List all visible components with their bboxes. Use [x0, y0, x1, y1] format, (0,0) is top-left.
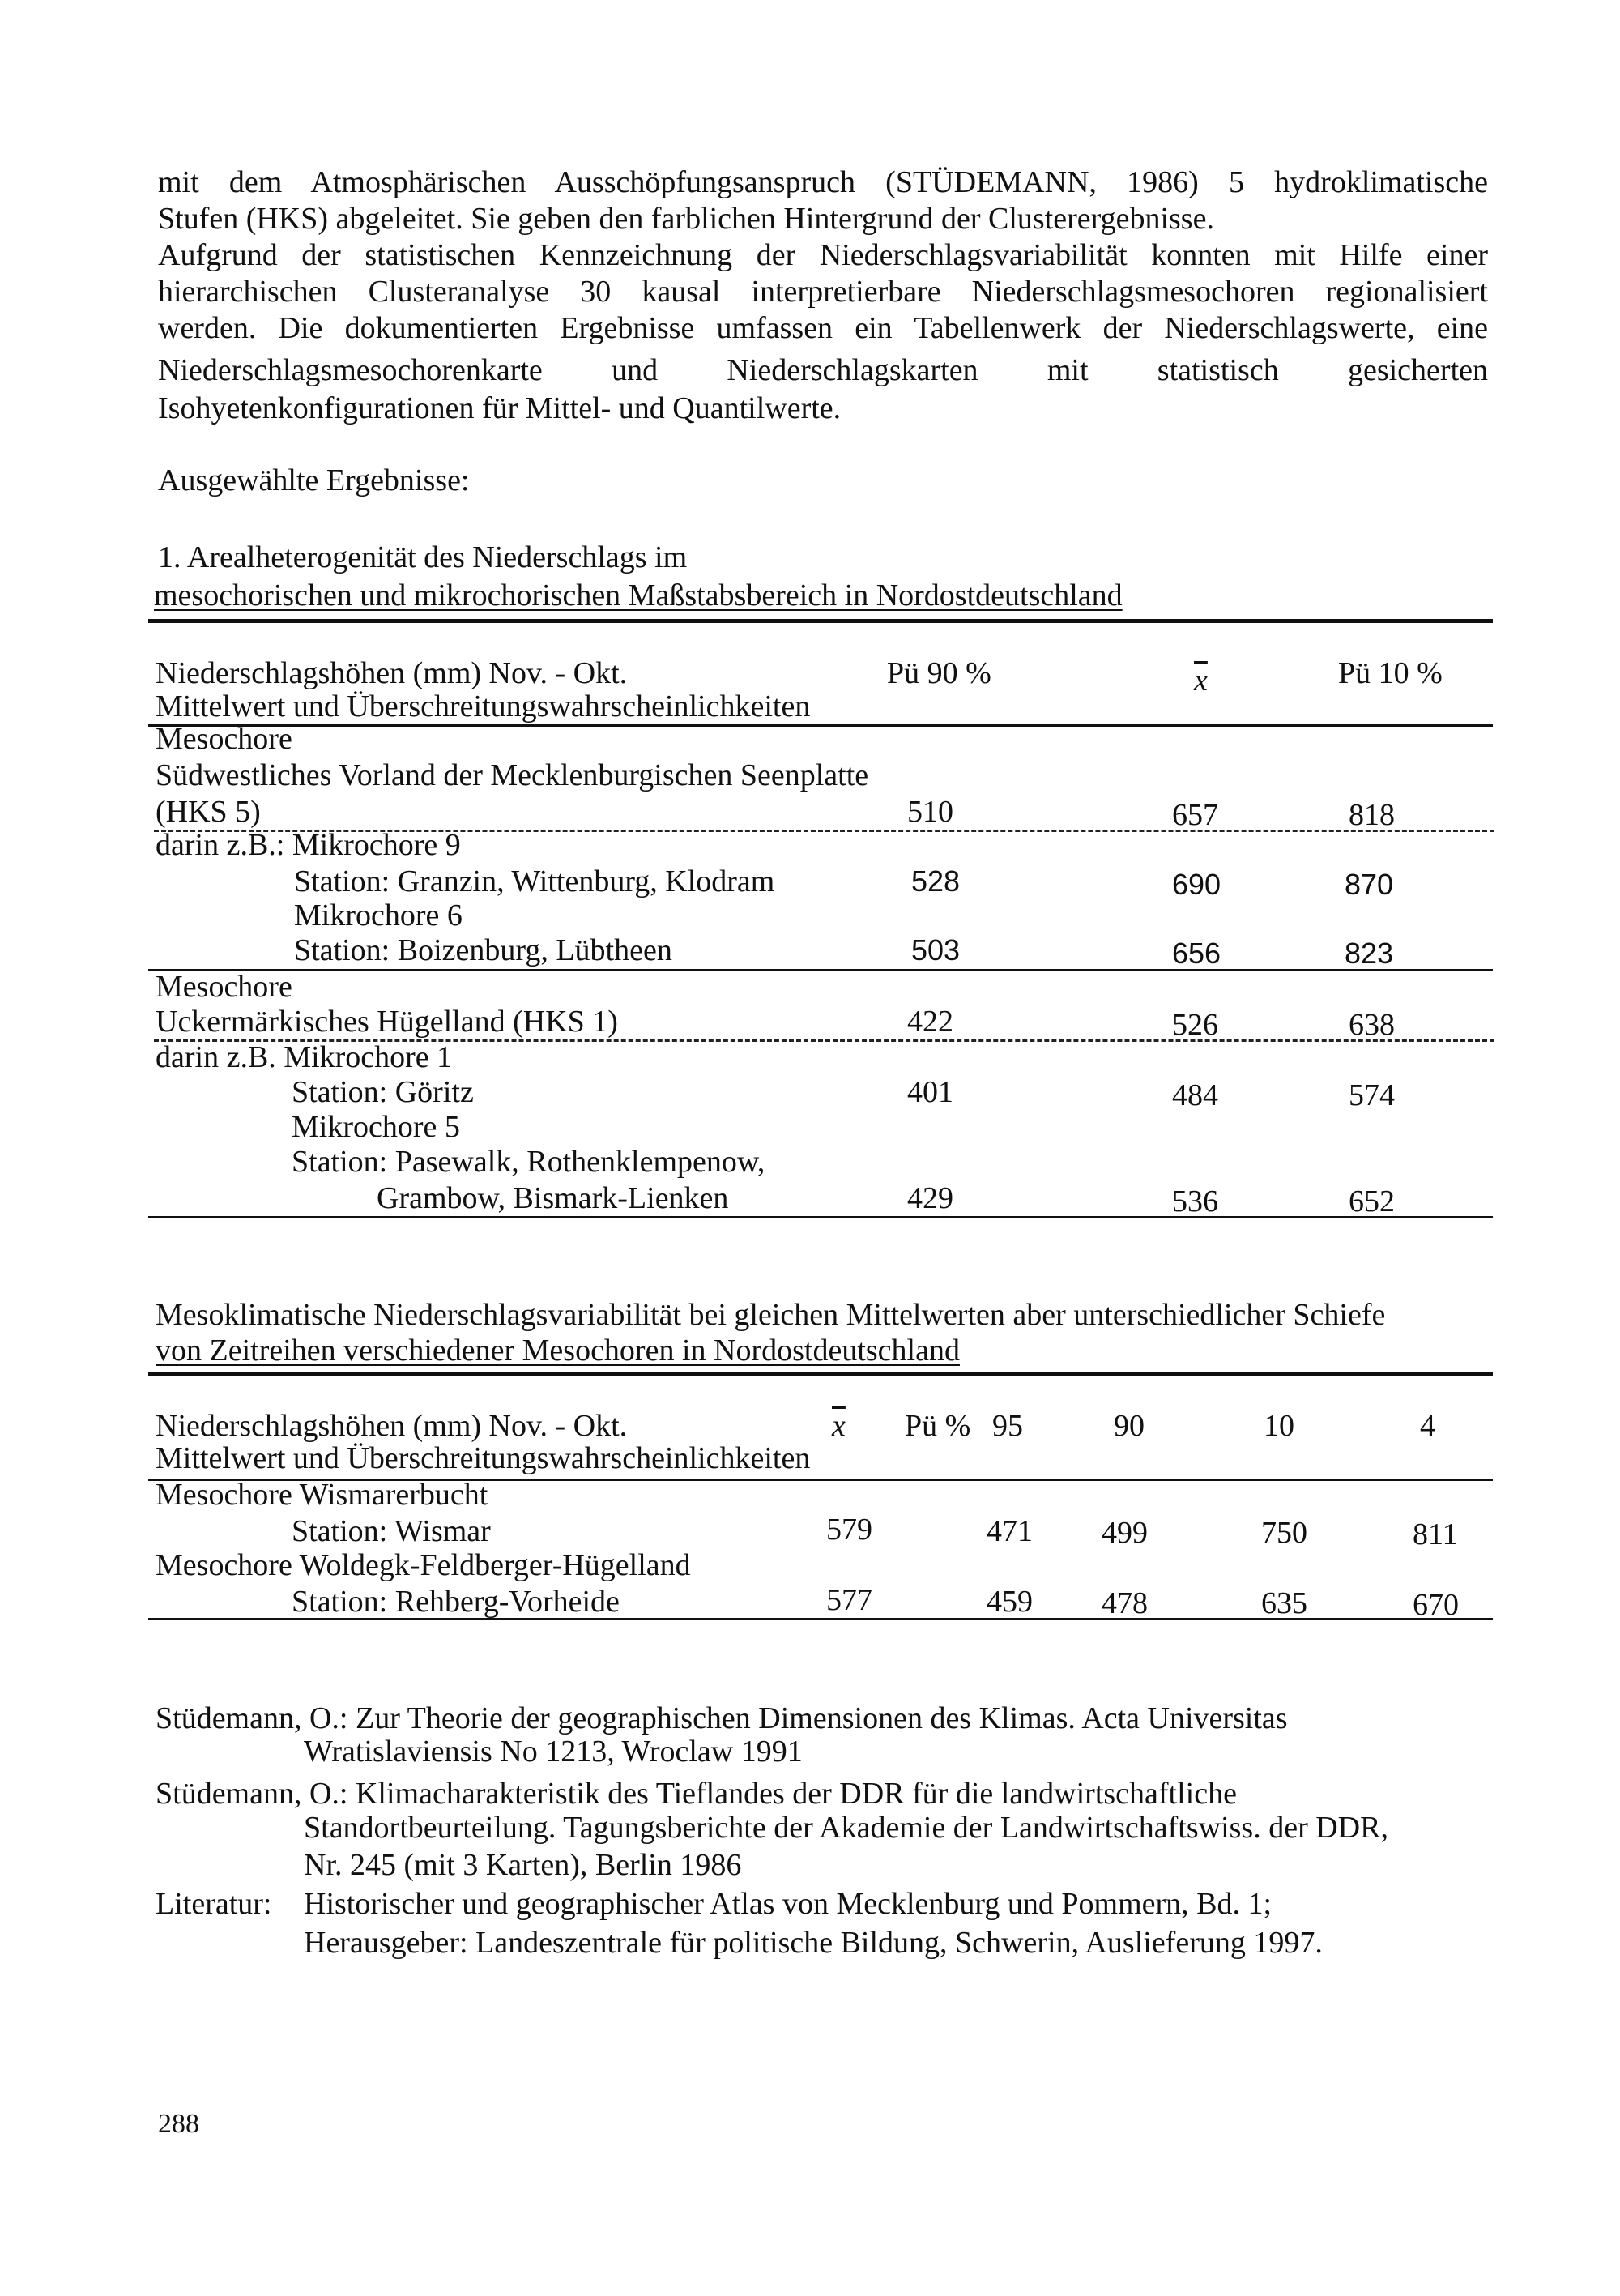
cell: 690: [1172, 868, 1221, 901]
cell: 401: [907, 1075, 953, 1109]
reference: Wratislaviensis No 1213, Wroclaw 1991: [304, 1735, 803, 1769]
col-header: 95: [992, 1409, 1023, 1443]
cell: 635: [1261, 1586, 1307, 1620]
cell: 670: [1413, 1588, 1459, 1622]
row-label: Station: Granzin, Wittenburg, Klodram: [294, 864, 775, 898]
row-label: Grambow, Bismark-Lienken: [377, 1181, 729, 1215]
row-label: Mesochore Woldegk-Feldberger-Hügelland: [156, 1548, 691, 1582]
cell: 459: [987, 1585, 1033, 1619]
table1-header: Mittelwert und Überschreitungswahrscheinlichkeiten: [156, 689, 811, 723]
reference: Herausgeber: Landeszentrale für politische Bildung, Schwerin, Auslieferung 1997.: [304, 1926, 1323, 1960]
table2-top-rule: [148, 1372, 1493, 1376]
row-label: Station: Pasewalk, Rothenklempenow,: [292, 1145, 765, 1179]
row-label: Station: Rehberg-Vorheide: [292, 1585, 620, 1619]
table2-title: Mesoklimatische Niederschlagsvariabilität bei gleichen Mittelwerten aber unterschiedlicher Schiefe: [156, 1298, 1386, 1332]
section-heading: Ausgewählte Ergebnisse:: [158, 463, 470, 497]
reference: Nr. 245 (mit 3 Karten), Berlin 1986: [304, 1848, 742, 1882]
reference-label: Literatur:: [156, 1887, 272, 1921]
page-number: 288: [158, 2109, 199, 2139]
table1-group-rule: [148, 969, 1493, 971]
row-label: darin z.B.: Mikrochore 9: [156, 828, 461, 862]
row-label: Mesochore: [156, 970, 292, 1004]
row-label: Station: Wismar: [292, 1514, 491, 1548]
col-header: 4: [1420, 1409, 1435, 1443]
cell: 429: [907, 1181, 953, 1215]
reference: Stüdemann, O.: Zur Theorie der geographischen Dimensionen des Klimas. Acta Universitas: [156, 1701, 1288, 1735]
intro-line: Aufgrund der statistischen Kennzeichnung der Niederschlagsvariabilität konnten mit Hilfe einer: [158, 238, 1488, 272]
table1-title: mesochorischen und mikrochorischen Maßstabsbereich in Nordostdeutschland: [154, 578, 1123, 612]
intro-line: hierarchischen Clusteranalyse 30 kausal interpretierbare Niederschlagsmesochoren regionalisiert: [158, 275, 1488, 309]
reference: Historischer und geographischer Atlas von Mecklenburg und Pommern, Bd. 1;: [304, 1887, 1273, 1921]
cell: 818: [1349, 798, 1395, 832]
table2-header: Niederschlagshöhen (mm) Nov. - Okt.: [156, 1409, 628, 1443]
cell: 471: [987, 1514, 1033, 1548]
intro-line: werden. Die dokumentierten Ergebnisse umfassen ein Tabellenwerk der Niederschlagswerte, eine: [158, 311, 1488, 345]
cell: 422: [907, 1005, 953, 1039]
intro-line: Stufen (HKS) abgeleitet. Sie geben den farblichen Hintergrund der Clusterergebnisse.: [158, 202, 1214, 236]
cell: 638: [1349, 1008, 1395, 1042]
cell: 870: [1345, 868, 1394, 901]
cell: 499: [1102, 1516, 1148, 1550]
col-header: 10: [1264, 1409, 1294, 1443]
cell: 579: [826, 1513, 872, 1547]
cell: 478: [1102, 1586, 1148, 1620]
cell: 526: [1172, 1008, 1218, 1042]
cell: 750: [1261, 1516, 1307, 1550]
cell: 528: [911, 864, 961, 898]
table1-top-rule: [148, 619, 1493, 623]
cell: 652: [1349, 1184, 1395, 1218]
row-label: darin z.B. Mikrochore 1: [156, 1040, 453, 1074]
reference: Stüdemann, O.: Klimacharakteristik des Tieflandes der DDR für die landwirtschaftliche: [156, 1777, 1237, 1811]
col-header: 90: [1114, 1409, 1145, 1443]
col-header-mean: $\overline{x}$: [832, 1409, 846, 1443]
table2-bottom-rule: [148, 1618, 1493, 1620]
cell: 577: [826, 1583, 872, 1617]
row-label: Station: Göritz: [292, 1075, 474, 1109]
row-label: Mikrochore 5: [292, 1110, 460, 1144]
table1-header-rule: [148, 724, 1493, 727]
col-header: Pü 90 %: [887, 656, 991, 690]
row-label: (HKS 5): [156, 795, 261, 829]
cell: 510: [907, 795, 953, 829]
intro-line: Niederschlagsmesochorenkarte und Niederschlagskarten mit statistisch gesicherten: [158, 353, 1488, 387]
table2-header: Mittelwert und Überschreitungswahrscheinlichkeiten: [156, 1441, 811, 1475]
col-header-mean: $\overline{x}$: [1194, 664, 1208, 698]
row-label: Mikrochore 6: [294, 898, 463, 932]
table2-title: von Zeitreihen verschiedener Mesochoren in Nordostdeutschland: [156, 1334, 960, 1368]
col-header: Pü 10 %: [1338, 656, 1443, 690]
cell: 536: [1172, 1184, 1218, 1218]
row-label: Südwestliches Vorland der Mecklenburgischen Seenplatte: [156, 758, 869, 792]
cell: 574: [1349, 1078, 1395, 1112]
intro-line: mit dem Atmosphärischen Ausschöpfungsanspruch (STÜDEMANN, 1986) 5 hydroklimatische: [158, 165, 1488, 199]
cell: 823: [1345, 937, 1394, 970]
table1-title: 1. Arealheterogenität des Niederschlags im: [158, 540, 688, 574]
cell: 657: [1172, 798, 1218, 832]
row-label: Mesochore Wismarerbucht: [156, 1478, 488, 1512]
table1-header: Niederschlagshöhen (mm) Nov. - Okt.: [156, 656, 628, 690]
cell: 503: [911, 933, 961, 967]
row-label: Station: Boizenburg, Lübtheen: [294, 933, 672, 967]
cell: 811: [1413, 1517, 1458, 1551]
row-label: Mesochore: [156, 722, 292, 756]
intro-line: Isohyetenkonfigurationen für Mittel- und Quantilwerte.: [158, 391, 842, 425]
row-label: Uckermärkisches Hügelland (HKS 1): [156, 1005, 618, 1039]
cell: 484: [1172, 1078, 1218, 1112]
col-header: Pü %: [905, 1409, 971, 1443]
reference: Standortbeurteilung. Tagungsberichte der Akademie der Landwirtschaftswiss. der DDR,: [304, 1811, 1388, 1845]
cell: 656: [1172, 937, 1221, 970]
table1-bottom-rule: [148, 1216, 1493, 1218]
